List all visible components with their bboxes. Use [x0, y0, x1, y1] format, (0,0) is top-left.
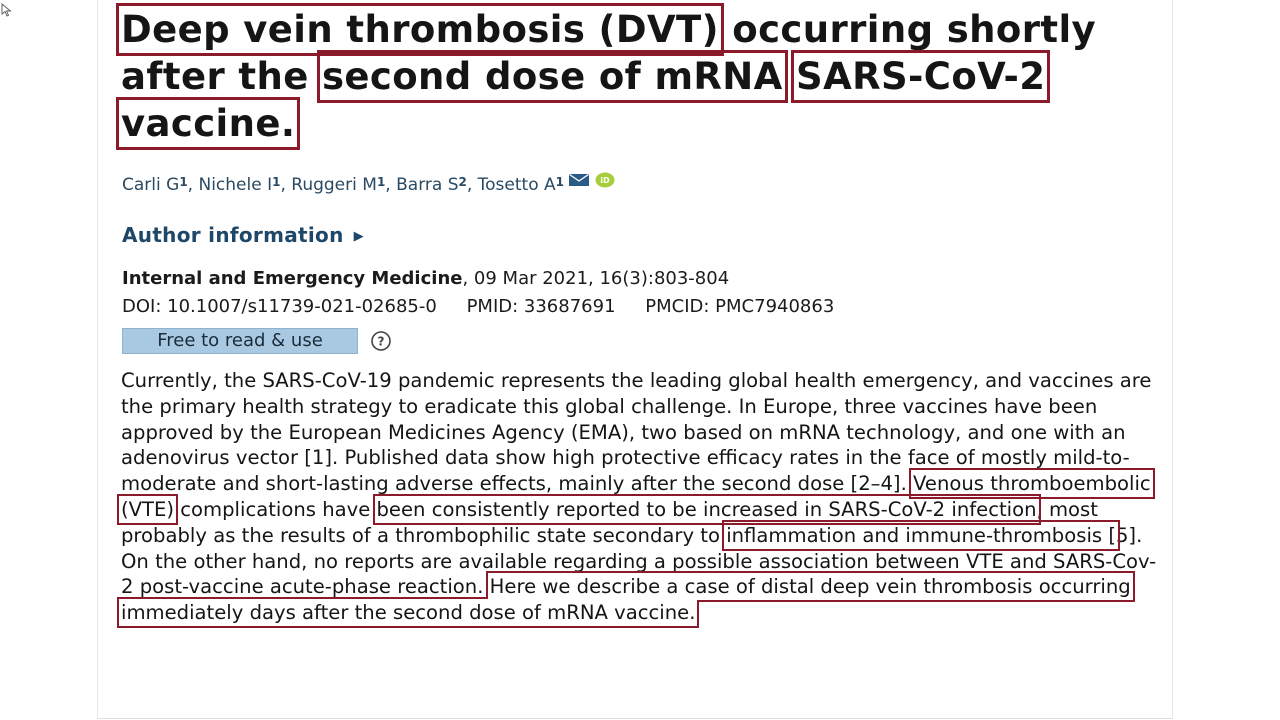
author-link[interactable]: Ruggeri $M^1$ — [291, 175, 386, 195]
svg-text:?: ? — [377, 334, 385, 349]
author-information-toggle[interactable]: Author information ▶ — [122, 223, 364, 247]
title-text: occurring shortly after the — [121, 8, 1097, 98]
article-title — [121, 6, 1121, 147]
doi-value[interactable]: DOI: 10.1007/s11739-021-02685-0 — [122, 296, 437, 317]
author-link[interactable]: Tosetto $A^1$ — [477, 175, 564, 195]
svg-text:iD: iD — [600, 176, 610, 185]
author-link[interactable]: Barra $S^2$ — [396, 175, 467, 195]
title-highlight-second-dose: second dose of mRNA — [321, 55, 783, 98]
abstract-text: Currently, the SARS-CoV-19 pandemic represents the leading global health emergency, and vaccines are the primary health strategy to eradicate this global challenge. In Europe, three vaccines have been approved by the European Medicines Agency (EMA), two based on mRNA technology, and one with an adenovirus vector [1]. Published data show high protective efficacy rates in the face of mostly mild-to-moderate and short-lasting adverse effects, mainly after the second dose [2–4]. Venous thromboembolic (VTE) complications have been consistently reported to be increased in SARS-CoV-2 infection, most probably as the results of a thrombophilic state secondary to inflammation and immune-thrombosis [5]. On the other hand, no reports are available regarding a possible association between VTE and SARS-Cov-2 post-vaccine acute-phase reaction. Here we describe a case of distal deep vein thrombosis occurring immediately days after the second dose of mRNA vaccine. — [121, 369, 1157, 625]
pmid-value: PMID: 33687691 — [466, 296, 616, 317]
abstract-highlight-case: Here we describe a case of distal deep vein thrombosis occurring immediately days after the second dose of mRNA vaccine. — [121, 575, 1131, 625]
citation-line — [122, 268, 729, 289]
abstract-highlight-increased: been consistently reported to be increased in SARS-CoV-2 infection — [376, 497, 1037, 521]
abstract-highlight-vte: Venous thromboembolic (VTE) — [121, 472, 1151, 521]
author-link[interactable]: Nichele $I^1$ — [198, 175, 281, 195]
journal-name: Internal and Emergency Medicine — [122, 268, 463, 289]
mouse-cursor-icon — [1, 3, 13, 17]
author-list: Carli $G^1$, Nichele $I^1$, Ruggeri $M^1$, Barra $S^2$, Tosetto $A^1$ iD — [122, 172, 615, 195]
help-icon[interactable] — [370, 330, 392, 352]
title-highlight-vaccine: SARS-CoV-2 vaccine. — [121, 55, 1046, 145]
title-highlight-dvt: Deep vein thrombosis (DVT) — [121, 8, 719, 51]
orcid-icon[interactable] — [595, 172, 615, 188]
free-to-read-badge[interactable]: Free to read & use — [122, 328, 358, 354]
triangle-right-icon: ▶ — [353, 229, 364, 244]
pmcid-value: PMCID: PMC7940863 — [645, 296, 835, 317]
mail-icon[interactable] — [569, 174, 589, 186]
citation-details: , 09 Mar 2021, 16(3):803-804 — [462, 268, 730, 289]
article-page — [97, 0, 1173, 719]
author-link[interactable]: Carli $G^1$ — [122, 175, 188, 195]
identifier-line — [122, 296, 858, 317]
abstract-highlight-inflammation: inflammation and immune-thrombosis [ — [726, 523, 1116, 547]
